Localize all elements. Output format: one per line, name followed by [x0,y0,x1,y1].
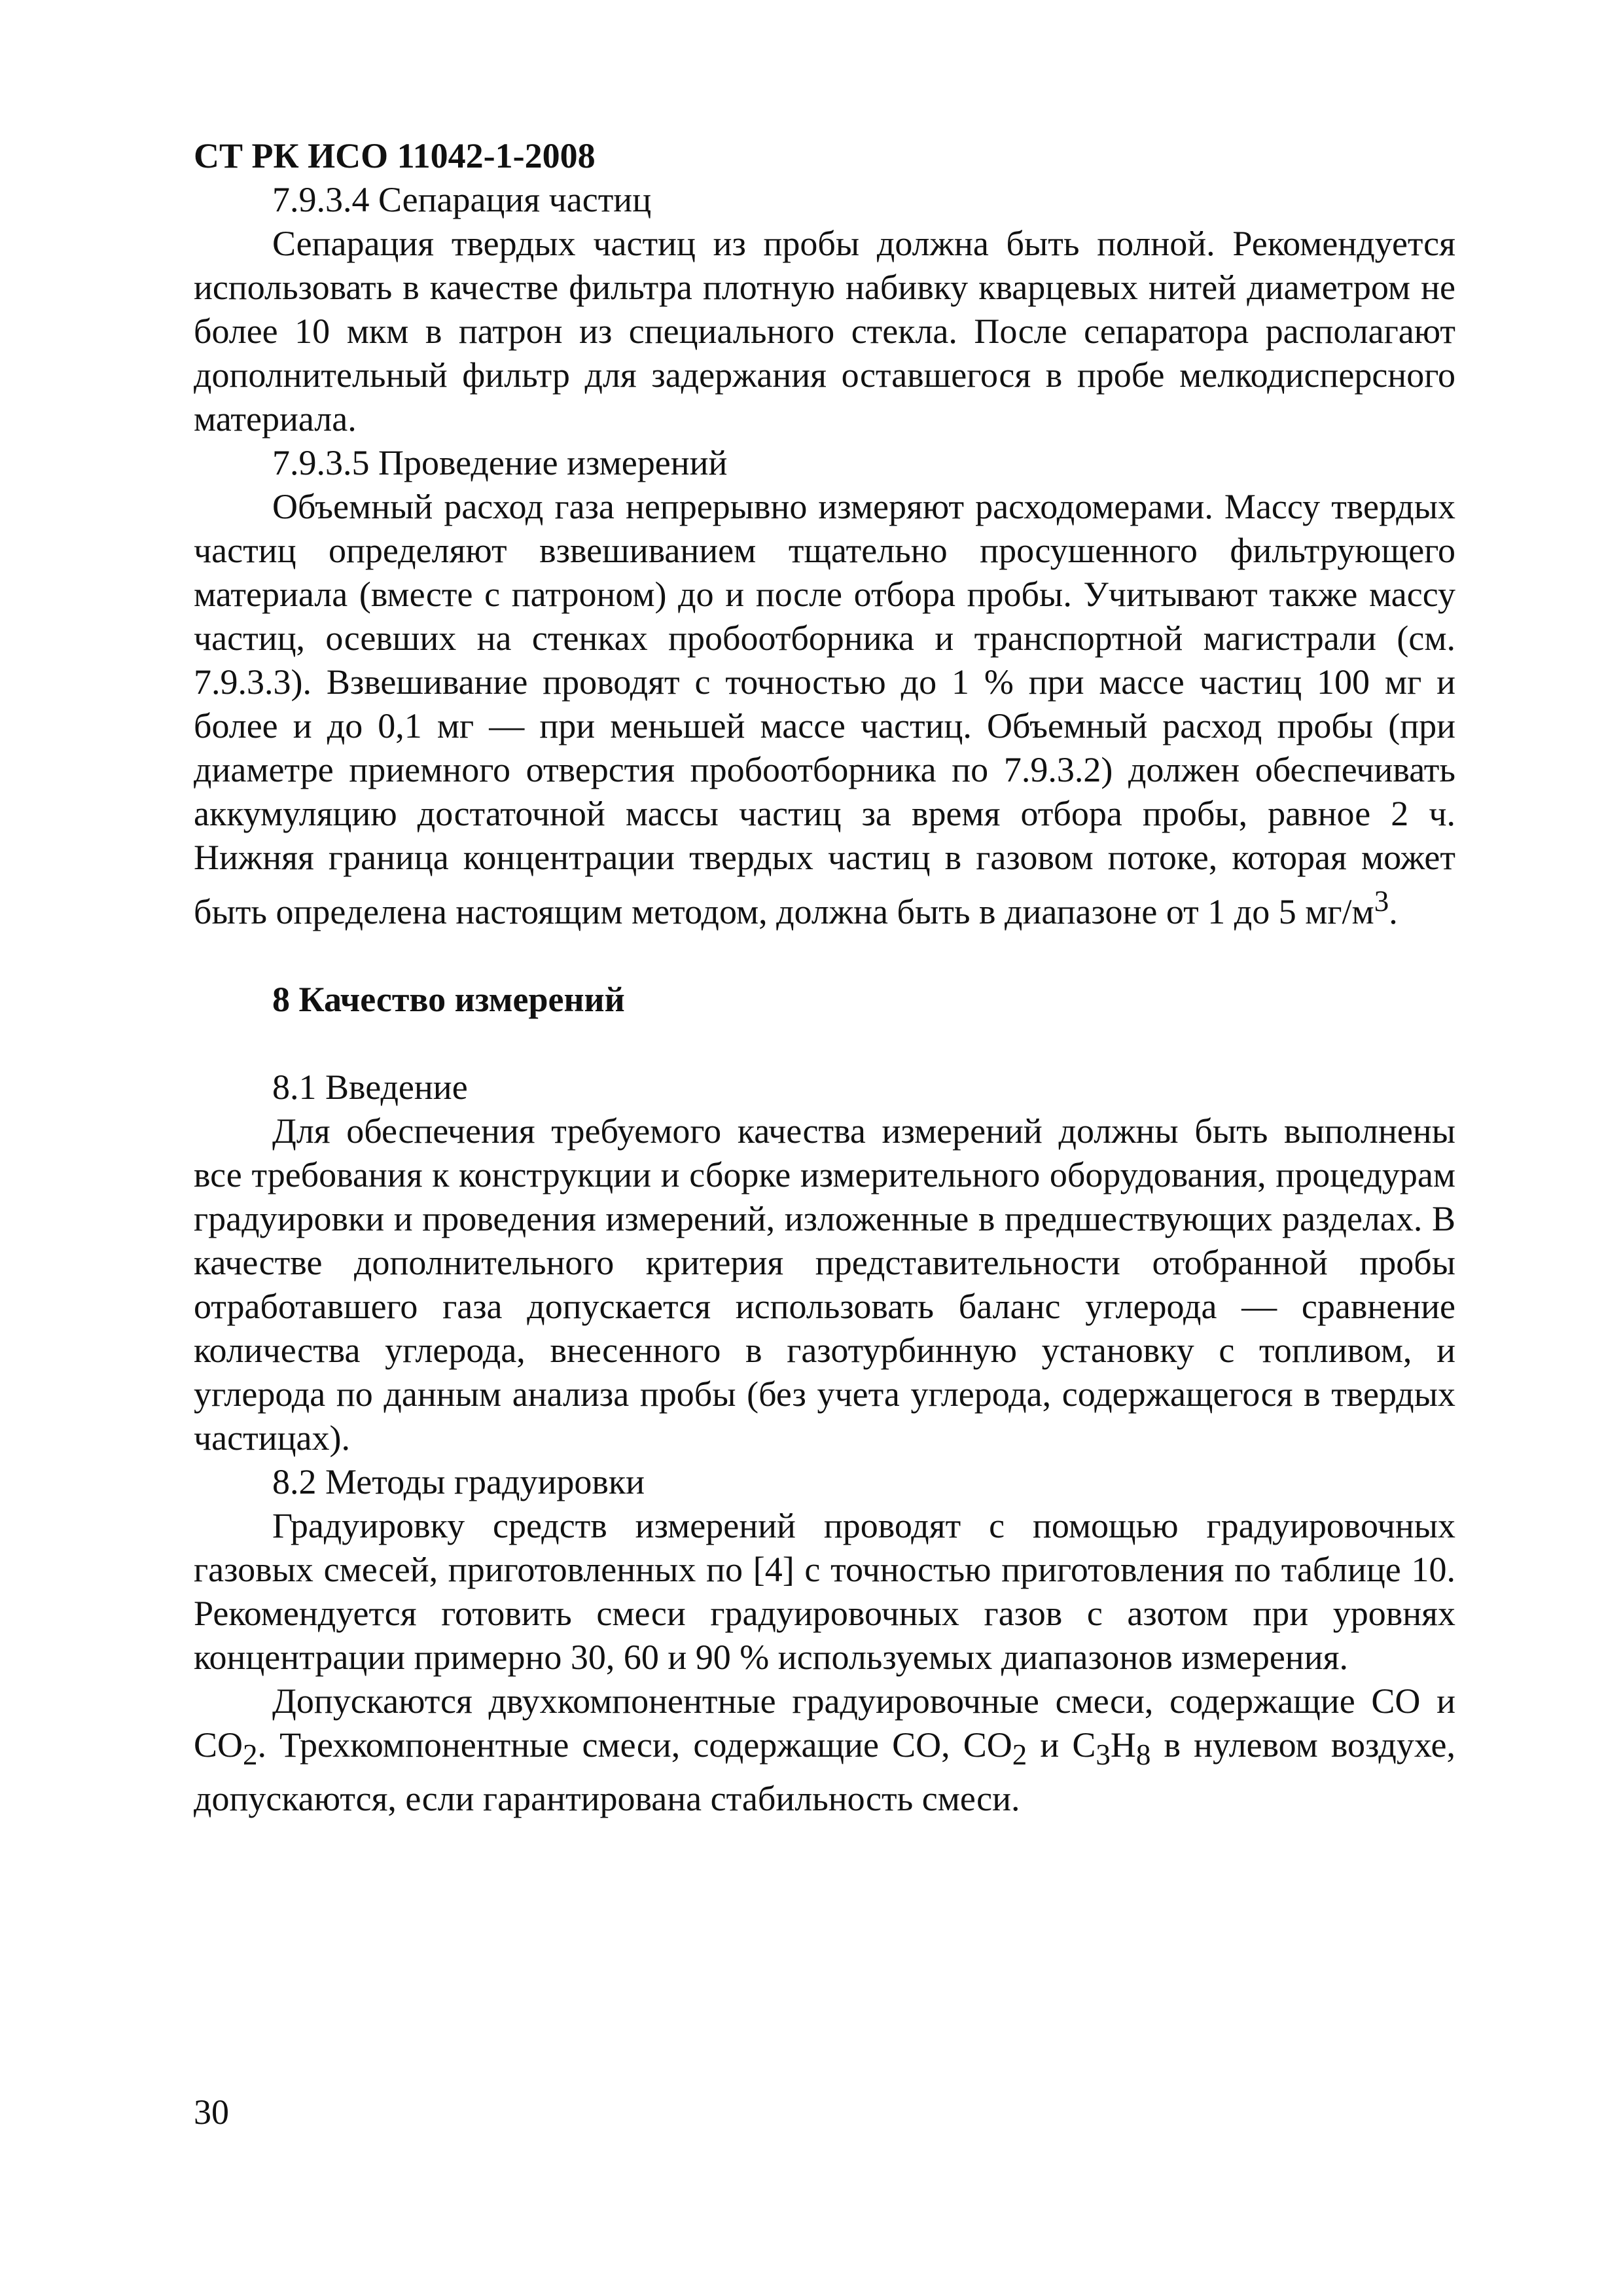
subsection-7-9-3-4-title: 7.9.3.4 Сепарация частиц [272,180,652,219]
subsection-8-1-body: Для обеспечения требуемого качества измерений должны быть выполнены все требования к конструкции и сборке измерительного оборудования, процедурам градуировки и проведения измерений, изложенные в предшествующих разделах. В качестве дополнительного критерия представительности отобранной пробы отработавшего газа допускается использовать баланс углерода — сравнение количества углерода, внесенного в газотурбинную установку с топливом, и углерода по данным анализа пробы (без учета углерода, содержащегося в твердых частицах). [194,1111,1455,1458]
subsection-8-2-body-1: Градуировку средств измерений проводят с помощью градуировочных газовых смесей, приготовленных по [4] с точностью приготовления по таблице 10. Рекомендуется готовить смеси градуировочных газов с азотом при уровнях концентрации примерно 30, 60 и 90 % используемых диапазонов измерения. [194,1506,1455,1677]
sentence-end: . [1389,892,1398,931]
page-number: 30 [194,2092,229,2132]
subsection-8-2-title: 8.2 Методы градуировки [272,1462,645,1501]
subsection-7-9-3-5-text: Объемный расход газа непрерывно измеряют расходомерами. Массу твердых частиц определяют взвешиванием тщательно просушенного фильтрующего материала (вместе с патроном) до и после отбора пробы. Учитывают также массу частиц, осевших на стенках пробоотборника и транспортной магистрали (см. 7.9.3.3). Взвешивание проводят с точностью до 1 % при массе частиц 100 мг и более и до 0,1 мг — при меньшей массе частиц. Объемный расход пробы (при диаметре приемного отверстия пробоотборника по 7.9.3.2) должен обеспечивать аккумуляцию достаточной массы частиц за время отбора пробы, равное 2 ч. Нижняя граница концентрации твердых частиц в газовом потоке, которая может быть определена настоящим методом, должна быть в диапазоне от 1 до 5 мг/м [194,487,1455,931]
document-code-header: СТ РК ИСО 11042-1-2008 [194,136,596,175]
subscript: 8 [1135,1738,1151,1771]
text-part: и C [1027,1725,1096,1765]
unit-superscript: 3 [1374,885,1389,918]
subsection-7-9-3-4-body: Сепарация твердых частиц из пробы должна быть полной. Рекомендуется использовать в качестве фильтра плотную набивку кварцевых нитей диаметром не более 10 мкм в патрон из специального стекла. После сепаратора располагают дополнительный фильтр для задержания оставшегося в пробе мелкодисперсного материала. [194,224,1455,439]
text-part: H [1110,1725,1136,1765]
subsection-7-9-3-5-body [194,485,1455,934]
page-content [194,178,1455,1821]
text-part: в нулевом воздухе, допускаются, если гарантирована стабильность смеси. [194,1725,1455,1818]
subsection-8-2-body-2 [194,1679,1455,1821]
subscript: 2 [1012,1738,1027,1771]
subscript: 3 [1096,1738,1111,1771]
text-part: . Трехкомпонентные смеси, содержащие CO, CO [257,1725,1012,1765]
section-8-heading: 8 Качество измерений [272,980,625,1019]
subsection-7-9-3-5-title: 7.9.3.5 Проведение измерений [272,443,728,482]
subsection-8-1-title: 8.1 Введение [272,1067,468,1107]
subscript: 2 [243,1738,258,1771]
text-part: Допускаются двухкомпонентные градуировочные смеси, содержащие CO и CO [194,1681,1455,1765]
